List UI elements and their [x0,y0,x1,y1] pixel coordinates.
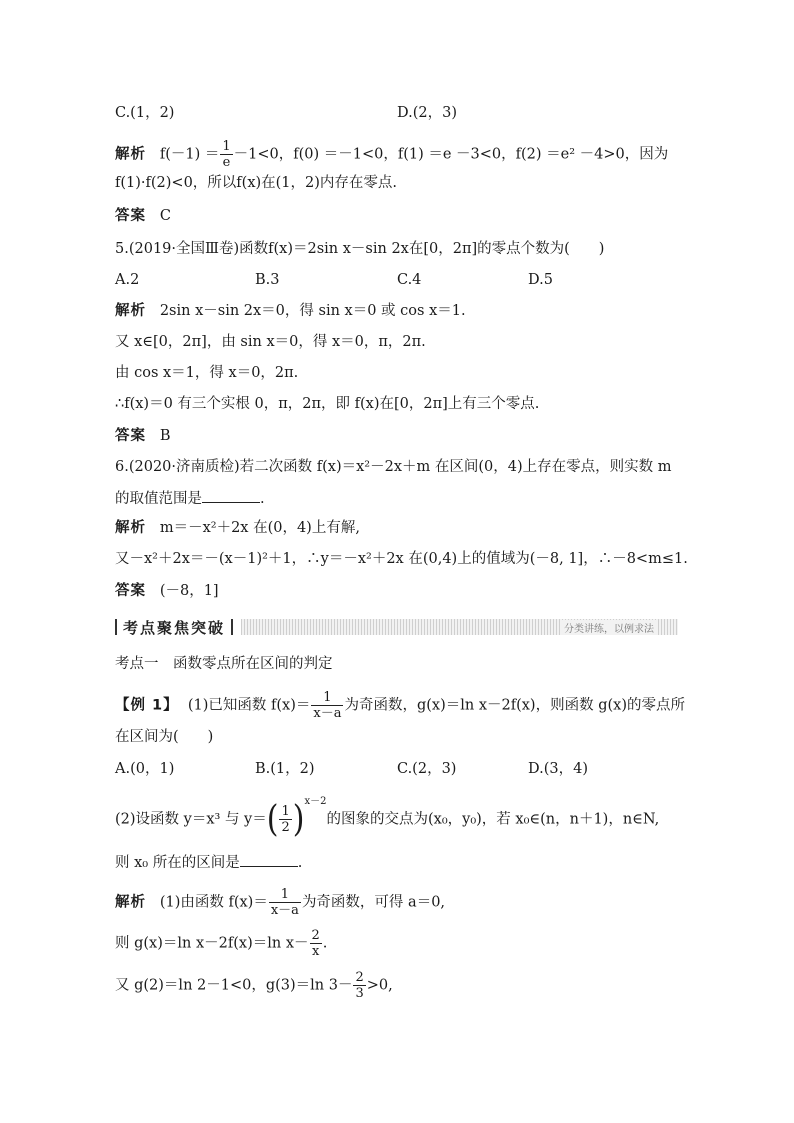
example1-part2-text-a: (2)设函数 y＝x³ 与 y＝ [115,811,267,828]
fraction: $\frac{2}{3}$ [355,970,364,1001]
example1-analysis-line2 [115,928,327,959]
divider [231,619,233,635]
analysis-text-a: 又 g(2)＝ln 2－1<0，g(3)＝ln 3－ [115,977,353,994]
example1-part2-text: 则 x₀ 所在的区间是 [115,855,240,871]
q4-analysis-line1 [115,139,668,170]
example1-option-c: C.(2，3) [397,761,457,777]
exponent: x－2 [304,795,327,807]
q5-option-b: B.3 [255,272,280,288]
fraction: $\frac{1}{x-a}$ [270,887,299,918]
example1-text-a: (1)已知函数 f(x)＝ [187,697,311,714]
q5-analysis-text: 2sin x－sin 2x＝0，得 sin x＝0 或 cos x＝1. [159,303,466,319]
analysis-text-a: 则 g(x)＝ln x－2f(x)＝ln x－ [115,935,309,952]
q6-stem-end: . [260,491,265,507]
fraction: $\frac{1}{x-a}$ [313,690,342,721]
q4-analysis-text-a: f(－1) ＝ [159,146,220,163]
q5-option-a: A.2 [115,272,140,288]
example1-analysis-line1 [115,887,445,918]
analysis-text-a: (1)由函数 f(x)＝ [159,894,268,911]
topic-heading: 考点一 函数零点所在区间的判定 [115,656,333,672]
q6-analysis-text: m＝－x²＋2x 在(0，4)上有解, [159,520,360,536]
fraction: $\frac{2}{x}$ [311,928,320,959]
example1-part1-line1 [115,690,685,721]
left-paren: ( [266,797,279,840]
section-title: 考点聚焦突破 [123,618,226,637]
q4-option-d: D.(2，3) [397,105,457,121]
section-hatch-band [241,619,678,635]
example1-part2-text-b: 的图象的交点为(x₀，y₀)，若 x₀∈(n，n＋1)，n∈N, [326,811,660,828]
q5-stem: 5.(2019·全国Ⅲ卷)函数f(x)＝2sin x－sin 2x在[0，2π]的零点个数为( ) [115,241,605,257]
q5-answer [115,426,170,446]
q4-answer [115,206,171,226]
example1-part2-end: . [297,855,303,871]
q5-analysis-line3: 由 cos x＝1，得 x＝0，2π. [115,365,299,381]
answer-label: 答案 [115,583,146,599]
q6-analysis-line2: 又－x²＋2x＝－(x－1)²＋1，∴y＝－x²＋2x 在(0,4)上的值域为(－8, 1]，∴－8<m≤1. [115,551,688,567]
analysis-label: 解析 [115,146,146,163]
q6-analysis-line1 [115,518,360,538]
example1-text-b: 为奇函数，g(x)＝ln x－2f(x)，则函数 g(x)的零点所 [344,697,685,714]
q5-option-d: D.5 [528,272,553,288]
example1-option-d: D.(3，4) [528,761,588,777]
answer-blank [202,488,260,503]
answer-blank [240,852,298,867]
answer-label: 答案 [115,428,146,444]
q5-analysis-line2: 又 x∈[0，2π]，由 sin x＝0，得 x＝0，π，2π. [115,334,426,350]
analysis-label: 解析 [115,894,146,911]
answer-value: B [159,428,171,444]
q5-analysis-line4: ∴f(x)＝0 有三个实根 0，π，2π，即 f(x)在[0，2π]上有三个零点. [115,396,540,412]
example1-analysis-line3 [115,970,393,1001]
example1-part2-line1 [115,795,660,840]
q6-stem-text: 的取值范围是 [115,491,202,507]
example1-option-a: A.(0，1) [115,761,175,777]
q5-option-c: C.4 [397,272,422,288]
q4-analysis-text-b: －1<0，f(0) ＝－1<0，f(1) ＝e －3<0，f(2) ＝e² －4>0，因为 [233,146,669,163]
analysis-label: 解析 [115,303,146,319]
answer-label: 答案 [115,208,146,224]
analysis-label: 解析 [115,520,146,536]
analysis-text-b: >0, [366,977,393,994]
fraction: $\frac{1}{2}$ [281,804,290,835]
q4-analysis-line2: f(1)·f(2)<0，所以f(x)在(1，2)内存在零点. [115,175,398,191]
q6-stem-line2 [115,488,265,509]
example1-part2-line2 [115,852,302,873]
answer-value: (－8，1] [159,583,219,599]
q5-analysis-line1 [115,301,466,321]
example1-part1-line2: 在区间为( ) [115,729,214,745]
section-title-box [115,617,233,637]
example1-option-b: B.(1，2) [255,761,315,777]
analysis-text-b: 为奇函数，可得 a＝0, [301,894,446,911]
q6-stem-line1: 6.(2020·济南质检)若二次函数 f(x)＝x²－2x＋m 在区间(0，4)上存在零点，则实数 m [115,459,672,475]
section-subtitle: 分类讲练，以例求法 [560,620,658,635]
section-header [115,617,678,637]
answer-value: C [159,208,171,224]
right-paren: ) [292,797,305,840]
analysis-text-b: . [322,935,328,952]
q6-answer [115,581,219,601]
fraction: $\frac{1}{e}$ [222,139,231,170]
divider [115,619,117,635]
example-label: 【例 1】 [115,697,179,714]
q4-option-c: C.(1，2) [115,105,175,121]
